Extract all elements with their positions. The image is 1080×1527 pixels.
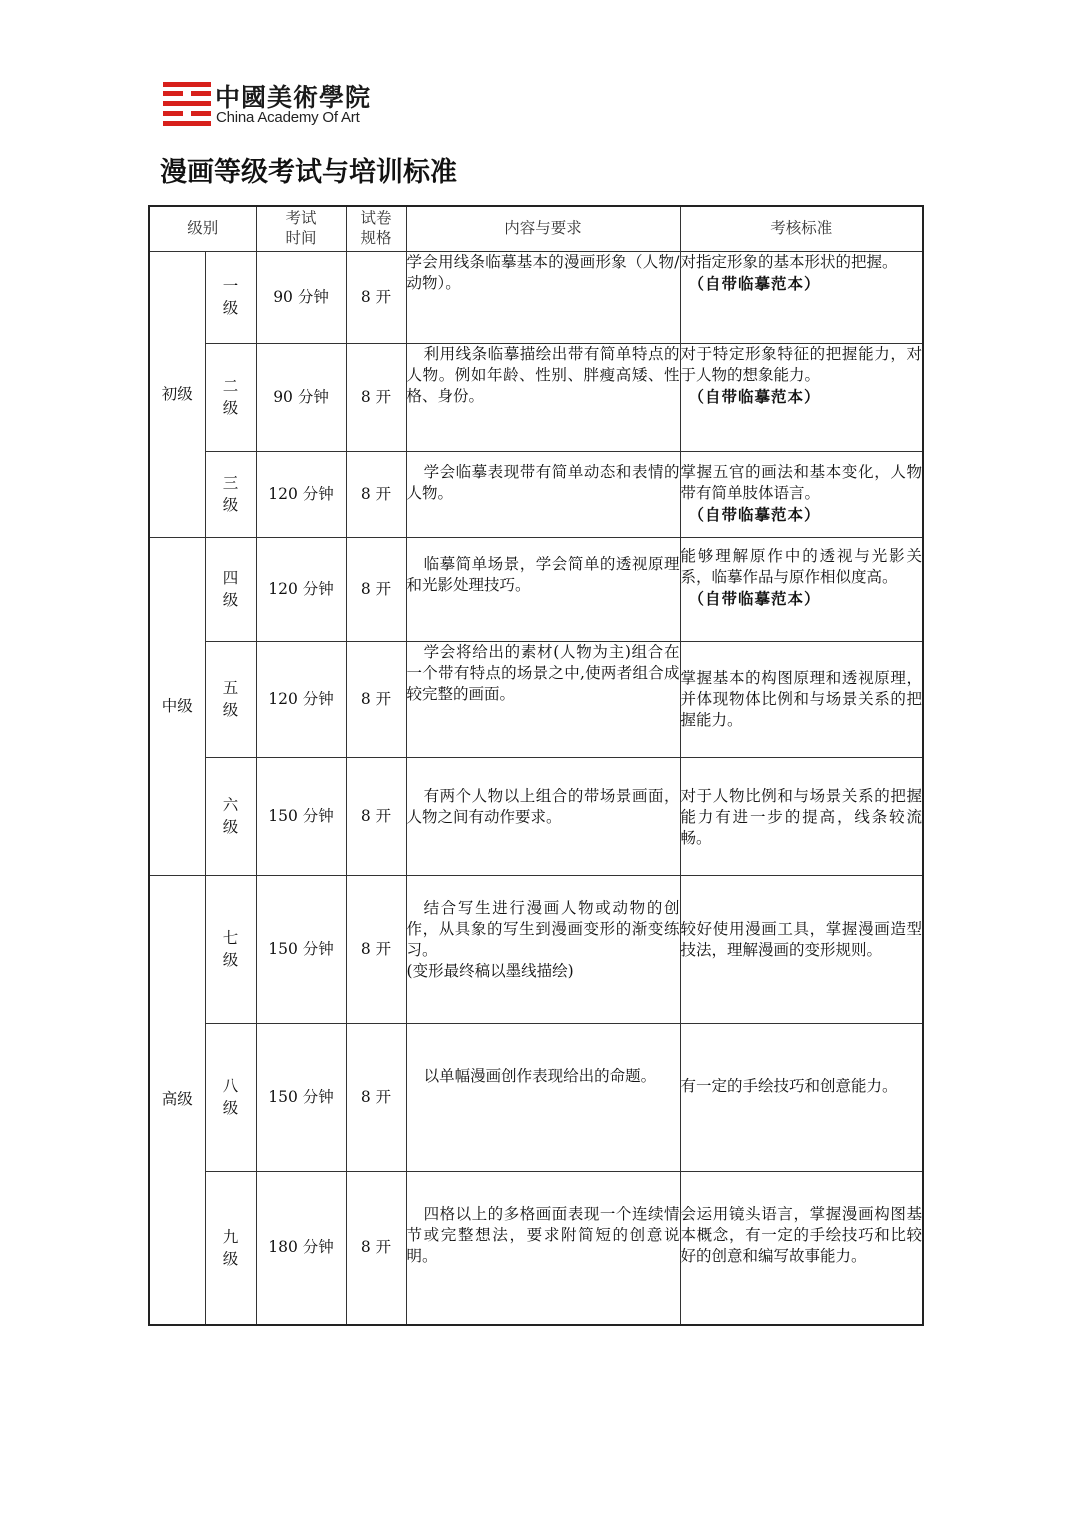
criteria-text: 对于人物比例和与场景关系的把握能力有进一步的提高，线条较流畅。 [680,786,923,847]
level-cell [205,251,256,343]
criteria-cell [680,757,923,875]
group-beginner: 初级 [149,251,205,537]
size-cell: 8 开 [346,757,406,875]
academy-logo [163,78,403,128]
content-cell [406,251,680,343]
criteria-cell [680,1171,923,1325]
header-time-line1: 考试 [285,209,317,228]
size-cell: 8 开 [346,251,406,343]
header-time [256,206,346,251]
content-text: 学会用线条临摹基本的漫画形象（人物/动物）。 [406,252,680,292]
reference-note: （自带临摹范本） [688,386,821,406]
header-content: 内容与要求 [406,206,680,251]
criteria-cell [680,875,923,1023]
content-cell [406,875,680,1023]
level-cell [205,343,256,451]
table-row [149,251,923,343]
content-text: 四格以上的多格画面表现一个连续情节或完整想法，要求附简短的创意说明。 [406,1204,680,1265]
table-row [149,1023,923,1171]
header-time-line2: 时间 [285,229,317,248]
time-cell: 90 分钟 [256,251,346,343]
criteria-text: 有一定的手绘技巧和创意能力。 [680,1076,898,1095]
criteria-text: 会运用镜头语言，掌握漫画构图基本概念，有一定的手绘技巧和比较好的创意和编写故事能力。 [680,1204,923,1265]
logo-english-name: China Academy Of Art [216,109,360,126]
time-cell: 120 分钟 [256,537,346,641]
content-text: 以单幅漫画创作表现给出的命题。 [423,1066,657,1085]
content-note: (变形最终稿以墨线描绘) [406,961,574,980]
table-row [149,1171,923,1325]
time-cell: 120 分钟 [256,641,346,757]
header-criteria: 考核标准 [680,206,923,251]
content-text: 结合写生进行漫画人物或动物的创作，从具象的写生到漫画变形的渐变练习。 [406,898,680,959]
content-cell [406,1171,680,1325]
level-label: 六级 [222,796,239,836]
content-text: 有两个人物以上组合的带场景画面，人物之间有动作要求。 [406,786,680,826]
criteria-text: 掌握基本的构图原理和透视原理，并体现物体比例和与场景关系的把握能力。 [680,668,923,729]
level-cell [205,757,256,875]
page-title: 漫画等级考试与培训标准 [160,157,457,188]
criteria-cell [680,343,923,451]
criteria-text: 对指定形象的基本形状的把握。 [680,252,898,271]
level-cell [205,875,256,1023]
content-text: 临摹简单场景，学会简单的透视原理和光影处理技巧。 [406,554,680,594]
time-cell: 150 分钟 [256,1023,346,1171]
exam-standards-table [148,205,924,1326]
level-label: 一级 [222,277,239,317]
level-label: 七级 [222,929,239,969]
content-cell [406,1023,680,1171]
size-cell: 8 开 [346,1023,406,1171]
criteria-text: 对于特定形象特征的把握能力，对于人物的想象能力。 [680,344,923,384]
criteria-text: 能够理解原作中的透视与光影关系，临摹作品与原作相似度高。 [680,546,923,586]
group-advanced: 高级 [149,875,205,1325]
table-row [149,641,923,757]
table-row [149,757,923,875]
table-row [149,343,923,451]
reference-note: （自带临摹范本） [688,273,821,293]
criteria-cell [680,451,923,537]
size-cell: 8 开 [346,343,406,451]
size-cell: 8 开 [346,451,406,537]
header-size-line2: 规格 [360,229,392,248]
level-label: 八级 [222,1077,239,1117]
criteria-text: 掌握五官的画法和基本变化，人物带有简单肢体语言。 [680,462,923,502]
time-cell: 120 分钟 [256,451,346,537]
content-cell [406,537,680,641]
table-row [149,875,923,1023]
level-cell [205,1023,256,1171]
time-cell: 150 分钟 [256,875,346,1023]
criteria-cell [680,537,923,641]
header-level: 级别 [149,206,256,251]
table-row [149,451,923,537]
header-size-line1: 试卷 [360,209,392,228]
table-header-row [149,206,923,251]
content-text: 学会将给出的素材(人物为主)组合在一个带有特点的场景之中,使两者组合成较完整的画面。 [406,642,680,703]
level-label: 九级 [222,1227,239,1268]
time-cell: 90 分钟 [256,343,346,451]
size-cell: 8 开 [346,537,406,641]
reference-note: （自带临摹范本） [688,588,821,608]
logo-chinese-name: 中國美術學院 [215,83,372,112]
reference-note: （自带临摹范本） [688,504,821,524]
content-cell [406,343,680,451]
level-label: 三级 [222,474,239,514]
criteria-cell [680,641,923,757]
level-cell [205,1171,256,1325]
level-cell [205,641,256,757]
time-cell: 150 分钟 [256,757,346,875]
header-size [346,206,406,251]
content-text: 学会临摹表现带有简单动态和表情的人物。 [406,462,680,502]
academy-emblem-icon [163,82,213,126]
content-cell [406,757,680,875]
level-cell [205,537,256,641]
level-label: 五级 [222,679,239,719]
level-label: 四级 [222,569,239,609]
table-row [149,537,923,641]
content-text: 利用线条临摹描绘出带有简单特点的人物。例如年龄、性别、胖瘦高矮、性格、身份。 [406,344,680,405]
time-cell: 180 分钟 [256,1171,346,1325]
content-cell [406,451,680,537]
level-label: 二级 [222,377,239,417]
size-cell: 8 开 [346,1171,406,1325]
criteria-cell [680,1023,923,1171]
size-cell: 8 开 [346,875,406,1023]
criteria-cell [680,251,923,343]
group-intermediate: 中级 [149,537,205,875]
content-cell [406,641,680,757]
criteria-text: 较好使用漫画工具，掌握漫画造型技法，理解漫画的变形规则。 [680,919,923,959]
level-cell [205,451,256,537]
size-cell: 8 开 [346,641,406,757]
